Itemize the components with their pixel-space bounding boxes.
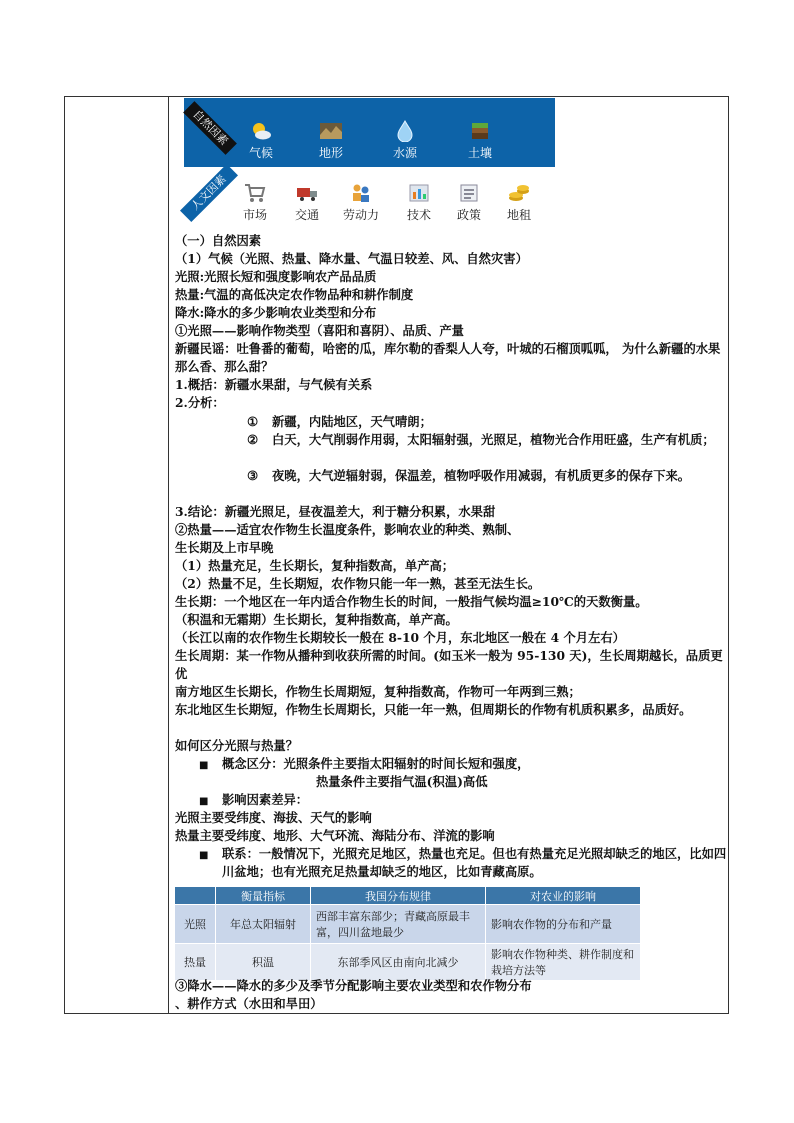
growth-cycle-def: 生长周期：某一作物从播种到收获所需的时间。(如玉米一般为 95-130 天)，生长周期越长，品质更优 xyxy=(175,648,723,681)
northeast-line: 东北地区生长期短，作物生长周期长，只能一年一熟，但周期长的作物有机质积累多，品质好。 xyxy=(175,702,692,717)
bullet-icon: ■ xyxy=(199,796,209,807)
table-header xyxy=(175,887,216,905)
table-cell: 影响农作物的分布和产量 xyxy=(486,905,641,944)
natural-factors-ribbon: 自然因素 xyxy=(183,101,237,155)
factor-land-rent: 地租 xyxy=(494,182,544,223)
factor-climate: 气候 xyxy=(236,120,286,161)
section-heading: （一）自然因素 xyxy=(175,233,262,248)
factor-market: 市场 xyxy=(230,182,280,223)
rain-line: 降水:降水的多少影响农业类型和分布 xyxy=(175,305,377,320)
factor-labor: 劳动力 xyxy=(336,182,386,223)
table-header: 我国分布规律 xyxy=(311,887,486,905)
concept-diff-line-2: 热量条件主要指气温(积温)高低 xyxy=(316,774,488,789)
analysis-num-2: ② xyxy=(247,432,259,447)
bullet-icon: ■ xyxy=(199,760,209,771)
accumulated-temp-line: （积温和无霜期）生长期长，复种指数高，单产高。 xyxy=(175,612,458,627)
table-cell: 年总太阳辐射 xyxy=(216,905,311,944)
table-cell: 光照 xyxy=(175,905,216,944)
heat-insufficient: （2）热量不足，生长期短，农作物只能一年一熟，甚至无法生长。 xyxy=(175,576,541,591)
south-line: 南方地区生长期长，作物生长周期短，复种指数高，作物可一年两到三熟； xyxy=(175,684,581,699)
table-cell: 西部丰富东部少；青藏高原最丰富，四川盆地最少 xyxy=(311,905,486,944)
policy-document-icon xyxy=(457,182,481,204)
column-divider xyxy=(168,96,169,1014)
heat-factors-line: 热量主要受纬度、地形、大气环流、海陆分布、洋流的影响 xyxy=(175,828,495,843)
technology-icon xyxy=(407,182,431,204)
table-row xyxy=(175,944,641,981)
xinjiang-ballad: 新疆民谣：吐鲁番的葡萄，哈密的瓜，库尔勒的香梨人人夸，叶城的石榴顶呱呱， 为什么新疆的水果那么香、那么甜？ xyxy=(175,341,721,374)
factor-diff-label: 影响因素差异： xyxy=(222,792,309,807)
human-factors-ribbon: 人文因素 xyxy=(180,164,238,222)
terrain-icon xyxy=(319,120,343,142)
table-header-row xyxy=(175,887,641,905)
analysis-num-3: ③ xyxy=(247,468,259,483)
factor-terrain: 地形 xyxy=(306,120,356,161)
water-drop-icon xyxy=(393,120,417,142)
factor-soil: 土壤 xyxy=(455,120,505,161)
connection-line: 联系：一般情况下，光照充足地区，热量也充足。但也有热量充足光照却缺乏的地区，比如四川盆地；也有光照充足热量却缺乏的地区，比如青藏高原。 xyxy=(222,846,727,879)
heat-subheading-cont: 生长期及上市早晚 xyxy=(175,540,274,555)
conclusion-line: 3.结论：新疆光照足，昼夜温差大，利于糖分积累，水果甜 xyxy=(175,504,496,519)
light-line: 光照:光照长短和强度影响农产品品质 xyxy=(175,269,377,284)
factor-water: 水源 xyxy=(380,120,430,161)
coins-icon xyxy=(507,182,531,204)
shopping-cart-icon xyxy=(243,182,267,204)
precip-subheading-cont: 、耕作方式（水田和旱田） xyxy=(175,996,323,1011)
light-subheading: ①光照——影响作物类型（喜阳和喜阴）、品质、产量 xyxy=(175,323,464,338)
growing-period-def: 生长期：一个地区在一年内适合作物生长的时间，一般指气候均温≥10℃的天数衡量。 xyxy=(175,594,648,609)
table-cell: 影响农作物种类、耕作制度和栽培方法等 xyxy=(486,944,641,981)
sun-cloud-icon xyxy=(249,120,273,142)
heat-subheading: ②热量——适宜农作物生长温度条件，影响农业的种类、熟制、 xyxy=(175,522,520,537)
heat-line: 热量:气温的高低决定农作物品种和耕作制度 xyxy=(175,287,414,302)
heat-sufficient: （1）热量充足，生长期长，复种指数高，单产高； xyxy=(175,558,455,573)
light-heat-table xyxy=(174,886,641,981)
table-header: 衡量指标 xyxy=(216,887,311,905)
table-row xyxy=(175,905,641,944)
concept-diff-line: 概念区分：光照条件主要指太阳辐射的时间长短和强度， xyxy=(222,756,530,771)
analysis-item-3: 夜晚，大气逆辐射弱，保温差，植物呼吸作用减弱，有机质更多的保存下来。 xyxy=(272,468,691,483)
analysis-num-1: ① xyxy=(247,414,259,429)
table-cell: 东部季风区由南向北减少 xyxy=(311,944,486,981)
workers-icon xyxy=(349,182,373,204)
region-period-line: （长江以南的农作物生长期较长一般在 8-10 个月，东北地区一般在 4 个月左右） xyxy=(175,630,625,645)
factors-graphic xyxy=(184,98,555,229)
bullet-icon: ■ xyxy=(199,850,209,861)
distinguish-question: 如何区分光照与热量？ xyxy=(175,738,298,753)
light-factors-line: 光照主要受纬度、海拔、天气的影响 xyxy=(175,810,372,825)
soil-layers-icon xyxy=(468,120,492,142)
factor-technology: 技术 xyxy=(394,182,444,223)
precip-subheading: ③降水——降水的多少及季节分配影响主要农业类型和农作物分布 xyxy=(175,978,532,993)
factor-policy: 政策 xyxy=(444,182,494,223)
factor-transport: 交通 xyxy=(282,182,332,223)
summary-line: 1.概括：新疆水果甜，与气候有关系 xyxy=(175,377,373,392)
analysis-item-1: 新疆，内陆地区，天气晴朗； xyxy=(272,414,432,429)
table-cell: 热量 xyxy=(175,944,216,981)
truck-icon xyxy=(295,182,319,204)
climate-heading: （1）气候（光照、热量、降水量、气温日较差、风、自然灾害） xyxy=(175,251,528,266)
table-header: 对农业的影响 xyxy=(486,887,641,905)
table-cell: 积温 xyxy=(216,944,311,981)
analysis-label: 2.分析： xyxy=(175,395,225,410)
analysis-item-2: 白天，大气削弱作用弱，太阳辐射强，光照足，植物光合作用旺盛，生产有机质； xyxy=(272,432,715,447)
